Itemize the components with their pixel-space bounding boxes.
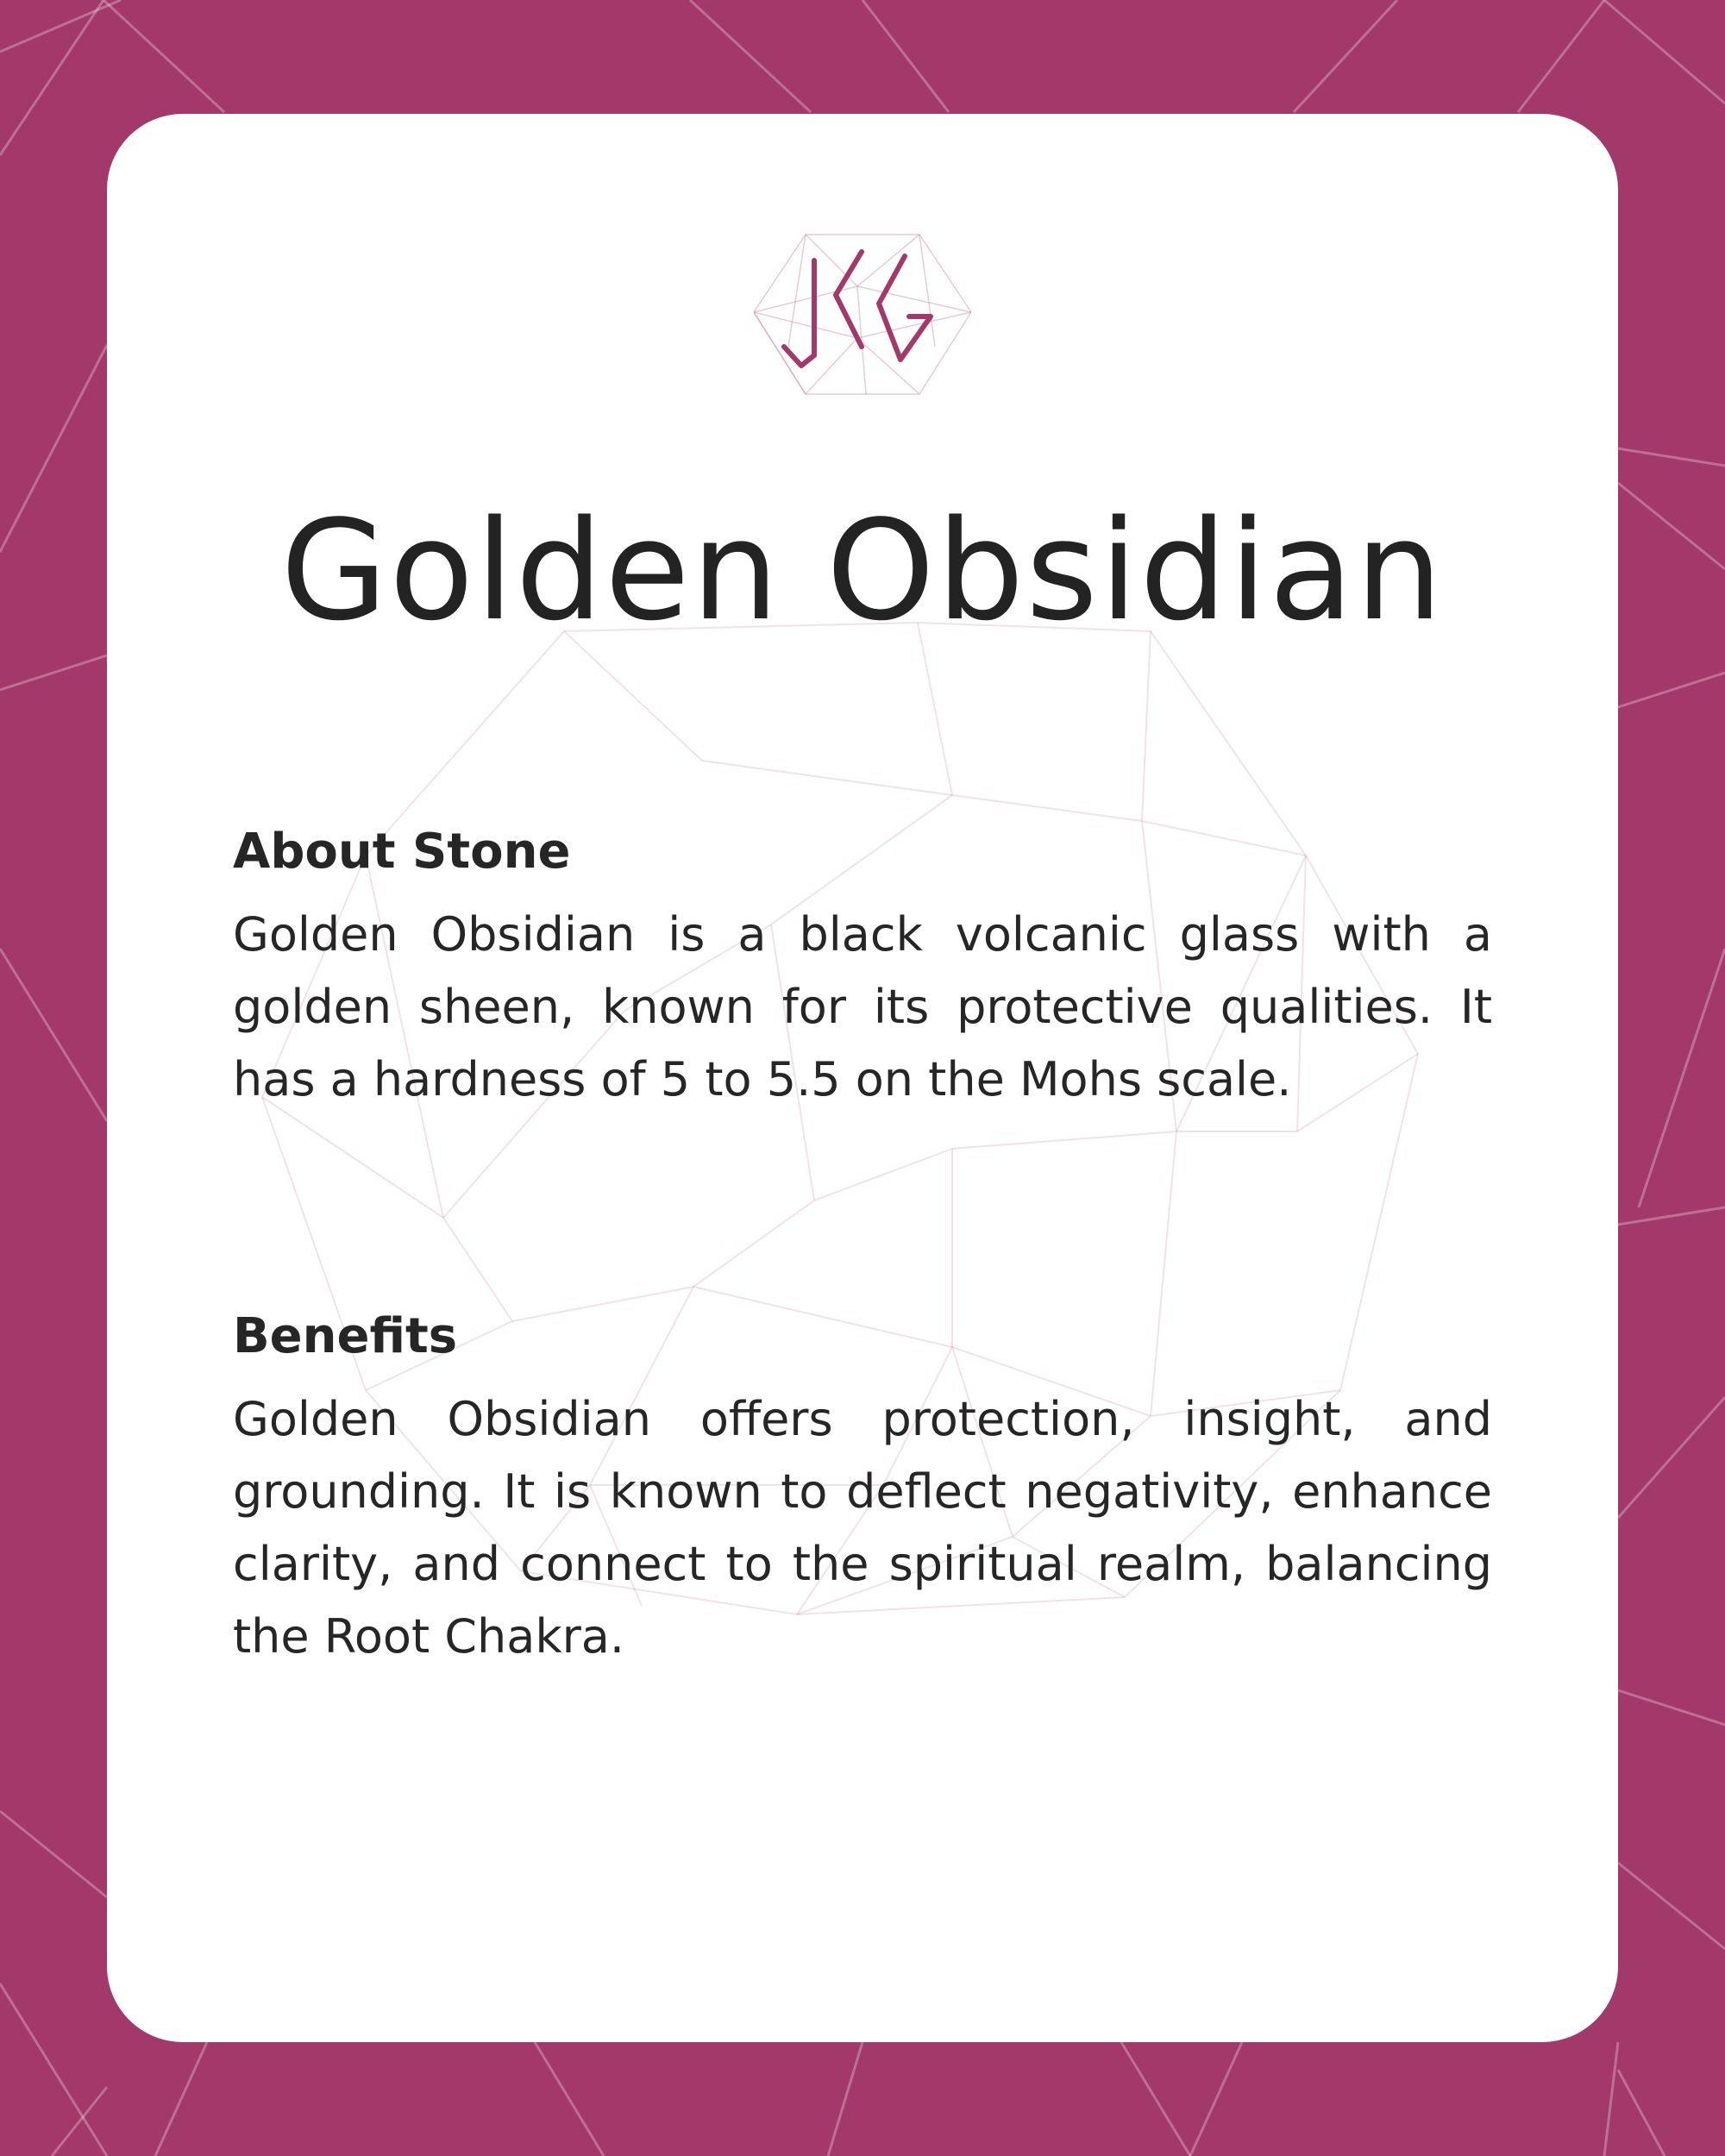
brand-logo [754, 226, 971, 398]
about-stone-heading: About Stone [233, 824, 571, 880]
benefits-heading: Benefits [233, 1308, 458, 1364]
about-stone-section [233, 824, 1492, 1116]
about-stone-text: Golden Obsidian is a black volcanic glass with a golden sheen, known for its protective qualities. It has a hardness of 5 to 5.5 on the Mohs scale. [233, 907, 1492, 1106]
stone-info-card [107, 114, 1618, 2042]
benefits-section [233, 1308, 1492, 1673]
benefits-text: Golden Obsidian offers protection, insight, and grounding. It is known to deflect negativity, enhance clarity, and connect to the spiritual realm, balancing the Root Chakra. [233, 1392, 1492, 1664]
page-title: Golden Obsidian [280, 490, 1445, 651]
